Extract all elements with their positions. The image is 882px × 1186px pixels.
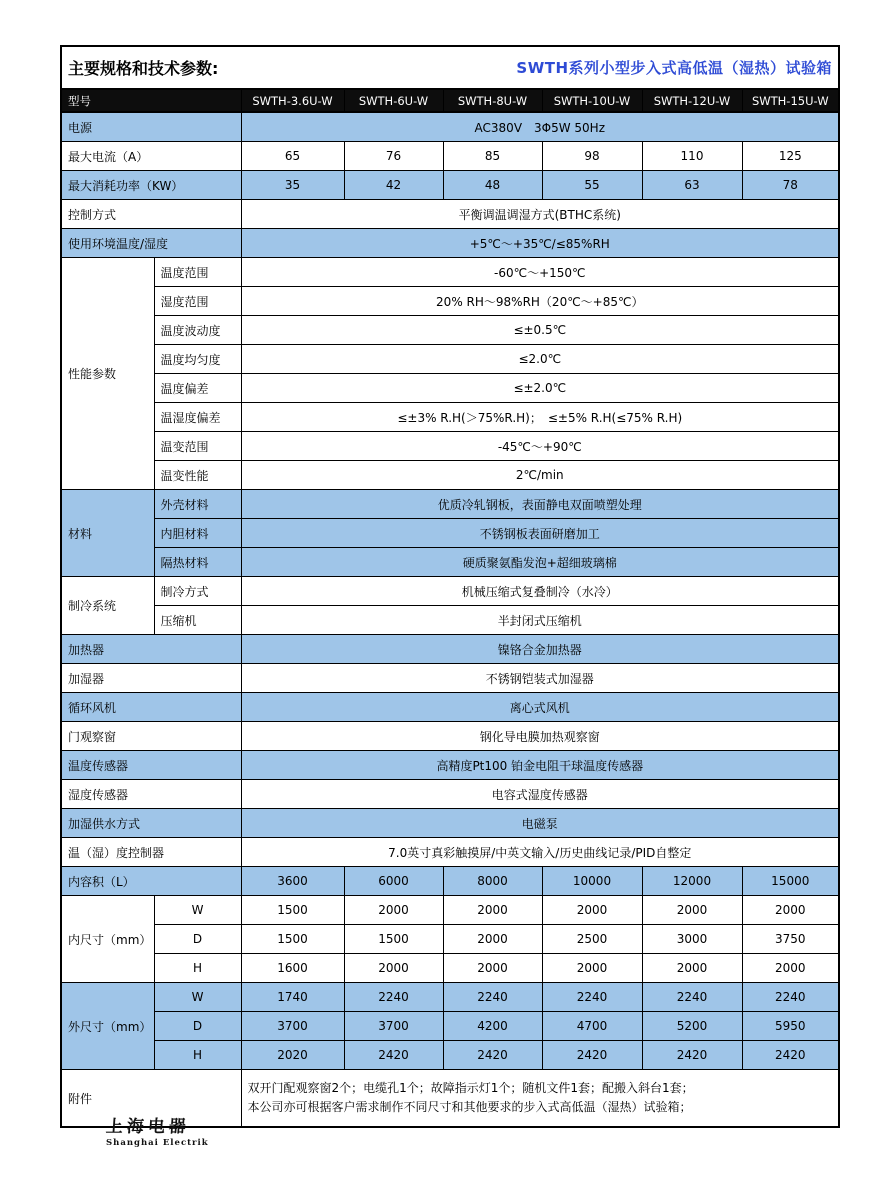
spec-row [61,983,839,1012]
row-value: +5℃～+35℃/≤85%RH [241,229,839,258]
group-label: 内尺寸（mm） [61,896,154,983]
cell-value: 2240 [642,983,742,1012]
row-label: 控制方式 [61,200,241,229]
group-label: 材料 [61,490,154,577]
row-value: 离心式风机 [241,693,839,722]
spec-row [61,258,839,287]
cell-value: 3700 [344,1012,443,1041]
row-sublabel: 内胆材料 [154,519,241,548]
cell-value: 2240 [344,983,443,1012]
row-label: 最大消耗功率（KW） [61,171,241,200]
cell-value: 2420 [742,1041,839,1070]
row-value: ≤±2.0℃ [241,374,839,403]
spec-row [61,403,839,432]
row-value: 不锈钢铠装式加湿器 [241,664,839,693]
cell-value: 2000 [344,954,443,983]
row-label: 使用环境温度/湿度 [61,229,241,258]
row-value: 7.0英寸真彩触摸屏/中英文输入/历史曲线记录/PID自整定 [241,838,839,867]
spec-row [61,722,839,751]
cell-value: 2500 [542,925,642,954]
cell-value: 2020 [241,1041,344,1070]
row-value: 硬质聚氨酯发泡+超细玻璃棉 [241,548,839,577]
row-sublabel: 压缩机 [154,606,241,635]
group-label: 外尺寸（mm） [61,983,154,1070]
row-value: ≤2.0℃ [241,345,839,374]
row-value: 2℃/min [241,461,839,490]
spec-row [61,896,839,925]
spec-row [61,954,839,983]
cell-value: 4200 [443,1012,542,1041]
row-label: 内容积（L） [61,867,241,896]
spec-row [61,316,839,345]
spec-row [61,171,839,200]
spec-row [61,200,839,229]
cell-value: 1740 [241,983,344,1012]
spec-row [61,519,839,548]
row-sublabel: 温变范围 [154,432,241,461]
series-title: SWTH系列小型步入式高低温（湿热）试验箱 [516,59,833,77]
row-label: 加热器 [61,635,241,664]
cell-value: 1500 [241,896,344,925]
row-label: 最大电流（A） [61,142,241,171]
cell-value: 2420 [642,1041,742,1070]
spec-row [61,693,839,722]
row-value: -45℃～+90℃ [241,432,839,461]
cell-value: 85 [443,142,542,171]
row-sublabel: 温度偏差 [154,374,241,403]
spec-row [61,664,839,693]
cell-value: 2240 [443,983,542,1012]
row-label: 温度传感器 [61,751,241,780]
spec-row [61,780,839,809]
cell-value: 63 [642,171,742,200]
cell-value: 2000 [443,954,542,983]
row-value: 半封闭式压缩机 [241,606,839,635]
cell-value: 55 [542,171,642,200]
spec-row [61,1012,839,1041]
row-label: 门观察窗 [61,722,241,751]
cell-value: 110 [642,142,742,171]
attachment-line: 双开门配观察窗2个；电缆孔1个；故障指示灯1个；随机文件1套；配搬入斜台1套； [247,1080,694,1095]
cell-value: 2240 [542,983,642,1012]
row-sublabel: W [154,983,241,1012]
row-sublabel: D [154,1012,241,1041]
model-row-label: 型号 [61,89,241,112]
row-value: ≤±0.5℃ [241,316,839,345]
group-label: 制冷系统 [61,577,154,635]
row-label: 湿度传感器 [61,780,241,809]
cell-value: 2000 [642,954,742,983]
cell-value: 1600 [241,954,344,983]
row-label: 循环风机 [61,693,241,722]
cell-value: 3700 [241,1012,344,1041]
cell-value: 2000 [443,896,542,925]
spec-row [61,1041,839,1070]
spec-row [61,606,839,635]
model-name: SWTH-8U-W [443,89,542,112]
row-label: 温（湿）度控制器 [61,838,241,867]
cell-value: 10000 [542,867,642,896]
cell-value: 6000 [344,867,443,896]
brand-logo-chinese: 上海电器 [105,1117,191,1137]
cell-value: 98 [542,142,642,171]
row-sublabel: 温湿度偏差 [154,403,241,432]
spec-row [61,461,839,490]
row-value [241,1070,839,1128]
row-sublabel: 湿度范围 [154,287,241,316]
cell-value: 12000 [642,867,742,896]
model-name: SWTH-12U-W [642,89,742,112]
cell-value: 15000 [742,867,839,896]
page-title: 主要规格和技术参数: [68,59,219,78]
cell-value: 2000 [443,925,542,954]
spec-row [61,229,839,258]
row-value: AC380V 3Φ5W 50Hz [241,112,839,142]
cell-value: 2000 [642,896,742,925]
attachment-line: 本公司亦可根据客户需求制作不同尺寸和其他要求的步入式高低温（湿热）试验箱； [247,1100,692,1114]
spec-row [61,432,839,461]
row-value: 电磁泵 [241,809,839,838]
cell-value: 65 [241,142,344,171]
row-sublabel: 隔热材料 [154,548,241,577]
cell-value: 35 [241,171,344,200]
spec-row [61,142,839,171]
spec-row [61,345,839,374]
table-title-row [61,46,839,89]
spec-row [61,809,839,838]
spec-row [61,112,839,142]
cell-value: 3750 [742,925,839,954]
row-value: 镍铬合金加热器 [241,635,839,664]
row-value: 优质冷轧钢板，表面静电双面喷塑处理 [241,490,839,519]
cell-value: 48 [443,171,542,200]
model-header-row [61,89,839,112]
row-value: 机械压缩式复叠制冷（水冷） [241,577,839,606]
row-sublabel: 温度范围 [154,258,241,287]
cell-value: 2000 [742,954,839,983]
row-value: -60℃～+150℃ [241,258,839,287]
row-sublabel: 温度均匀度 [154,345,241,374]
row-sublabel: H [154,1041,241,1070]
cell-value: 2420 [443,1041,542,1070]
cell-value: 5200 [642,1012,742,1041]
cell-value: 42 [344,171,443,200]
spec-row [61,838,839,867]
cell-value: 5950 [742,1012,839,1041]
spec-row [61,751,839,780]
spec-table [60,45,840,1128]
spec-row [61,635,839,664]
spec-row [61,577,839,606]
row-label: 电源 [61,112,241,142]
model-name: SWTH-3.6U-W [241,89,344,112]
cell-value: 3000 [642,925,742,954]
spec-row [61,490,839,519]
cell-value: 125 [742,142,839,171]
row-value: 电容式湿度传感器 [241,780,839,809]
row-sublabel: H [154,954,241,983]
spec-row [61,548,839,577]
model-name: SWTH-10U-W [542,89,642,112]
brand-logo-english: Shanghai Electrik [106,1138,209,1148]
model-name: SWTH-15U-W [742,89,839,112]
cell-value: 2000 [344,896,443,925]
row-value: 高精度Pt100 铂金电阻干球温度传感器 [241,751,839,780]
group-label: 性能参数 [61,258,154,490]
row-sublabel: 制冷方式 [154,577,241,606]
row-sublabel: 温度波动度 [154,316,241,345]
row-sublabel: W [154,896,241,925]
cell-value: 8000 [443,867,542,896]
row-value: 20% RH～98%RH（20℃～+85℃） [241,287,839,316]
cell-value: 2000 [542,896,642,925]
row-sublabel: 温变性能 [154,461,241,490]
cell-value: 1500 [344,925,443,954]
cell-value: 2420 [542,1041,642,1070]
brand-logo [106,1112,209,1148]
row-label: 加湿器 [61,664,241,693]
model-name: SWTH-6U-W [344,89,443,112]
row-value: ≤±3% R.H(＞75%R.H)； ≤±5% R.H(≤75% R.H) [241,403,839,432]
row-value: 不锈钢板表面研磨加工 [241,519,839,548]
cell-value: 2240 [742,983,839,1012]
row-label: 附件 [61,1070,241,1128]
spec-row [61,287,839,316]
spec-row [61,925,839,954]
cell-value: 4700 [542,1012,642,1041]
row-sublabel: 外壳材料 [154,490,241,519]
cell-value: 2420 [344,1041,443,1070]
cell-value: 78 [742,171,839,200]
row-label: 加湿供水方式 [61,809,241,838]
cell-value: 1500 [241,925,344,954]
spec-row [61,867,839,896]
spec-row [61,374,839,403]
row-value: 钢化导电膜加热观察窗 [241,722,839,751]
cell-value: 2000 [542,954,642,983]
cell-value: 3600 [241,867,344,896]
row-sublabel: D [154,925,241,954]
cell-value: 2000 [742,896,839,925]
row-value: 平衡调温调湿方式(BTHC系统) [241,200,839,229]
cell-value: 76 [344,142,443,171]
